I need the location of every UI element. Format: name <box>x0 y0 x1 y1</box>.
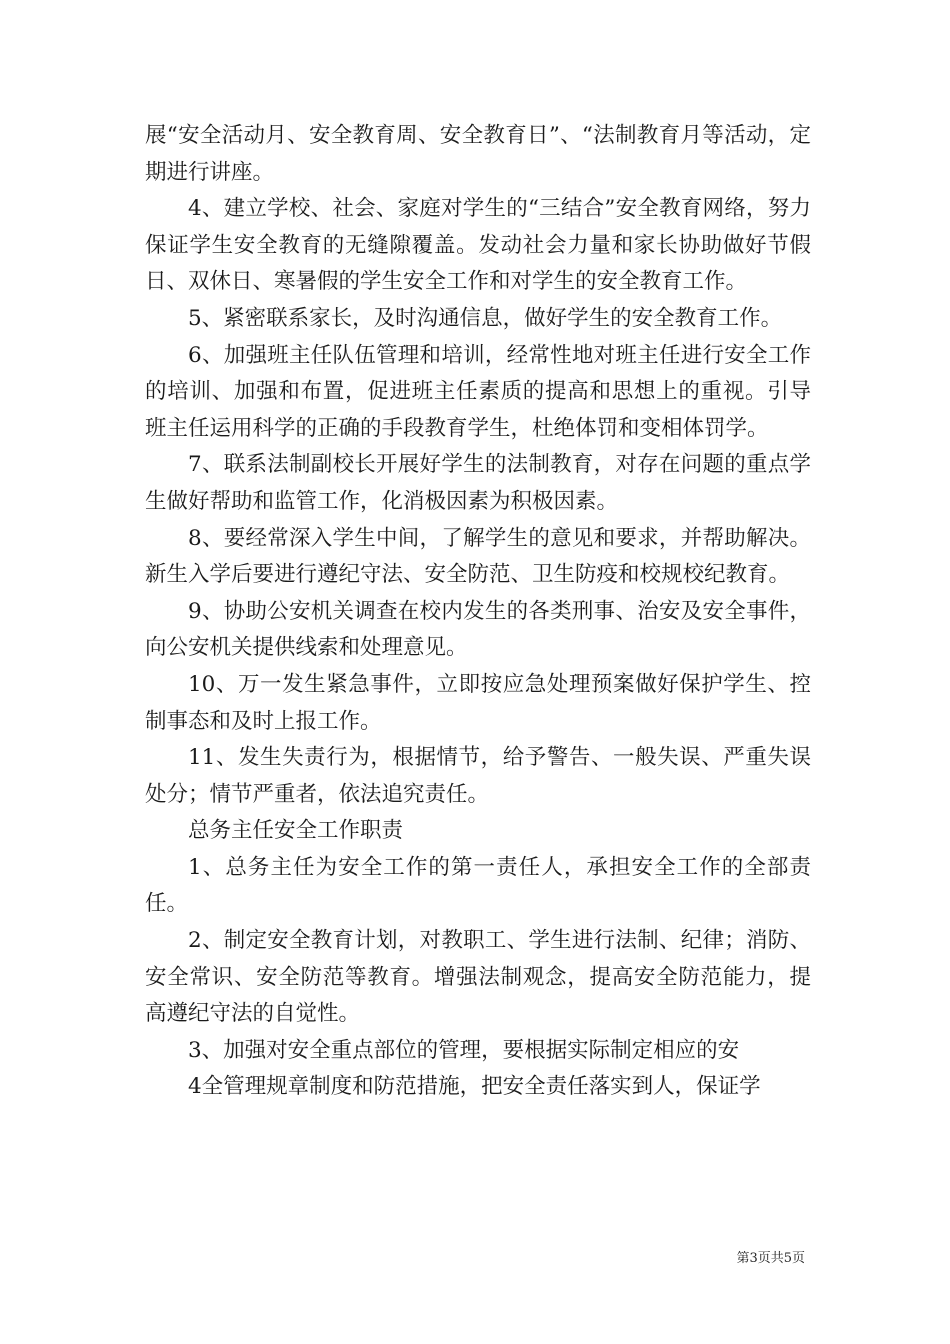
paragraph: 4、建立学校、社会、家庭对学生的“三结合”安全教育网络，努力保证学生安全教育的无缝隙覆盖。发动社会力量和家长协助做好节假日、双休日、寒暑假的学生安全工作和对学生的安全教育工作。 <box>145 196 811 295</box>
paragraph: 6、加强班主任队伍管理和培训，经常性地对班主任进行安全工作的培训、加强和布置，促进班主任素质的提高和思想上的重视。引导班主任运用科学的正确的手段教育学生，杜绝体罚和变相体罚学。 <box>145 342 811 441</box>
paragraph: 展“安全活动月、安全教育周、安全教育日”、“法制教育月等活动，定期进行讲座。 <box>145 123 811 185</box>
section-heading: 总务主任安全工作职责 <box>188 818 404 844</box>
paragraph: 7、联系法制副校长开展好学生的法制教育，对存在问题的重点学生做好帮助和监管工作，化消极因素为积极因素。 <box>145 452 811 514</box>
paragraph: 2、制定安全教育计划，对教职工、学生进行法制、纪律；消防、安全常识、安全防范等教育。增强法制观念，提高安全防范能力，提高遵纪守法的自觉性。 <box>145 928 811 1027</box>
paragraph: 11、发生失责行为，根据情节，给予警告、一般失误、严重失误处分；情节严重者，依法追究责任。 <box>145 745 811 807</box>
paragraph: 3、加强对安全重点部位的管理，要根据实际制定相应的安 <box>188 1037 740 1063</box>
paragraph: 9、协助公安机关调查在校内发生的各类刑事、治安及安全事件，向公安机关提供线索和处理意见。 <box>145 598 811 661</box>
paragraph: 1、总务主任为安全工作的第一责任人，承担安全工作的全部责任。 <box>145 854 811 917</box>
paragraph: 10、万一发生紧急事件，立即按应急处理预案做好保护学生、控制事态和及时上报工作。 <box>145 671 811 734</box>
paragraph: 8、要经常深入学生中间，了解学生的意见和要求，并帮助解决。新生入学后要进行遵纪守法、安全防范、卫生防疫和校规校纪教育。 <box>145 525 811 588</box>
paragraph: 4全管理规章制度和防范措施，把安全责任落实到人，保证学 <box>188 1074 761 1100</box>
document-body <box>145 118 811 1106</box>
page-number: 第3页共5页 <box>736 1251 805 1266</box>
paragraph: 5、紧密联系家长，及时沟通信息，做好学生的安全教育工作。 <box>188 305 783 331</box>
